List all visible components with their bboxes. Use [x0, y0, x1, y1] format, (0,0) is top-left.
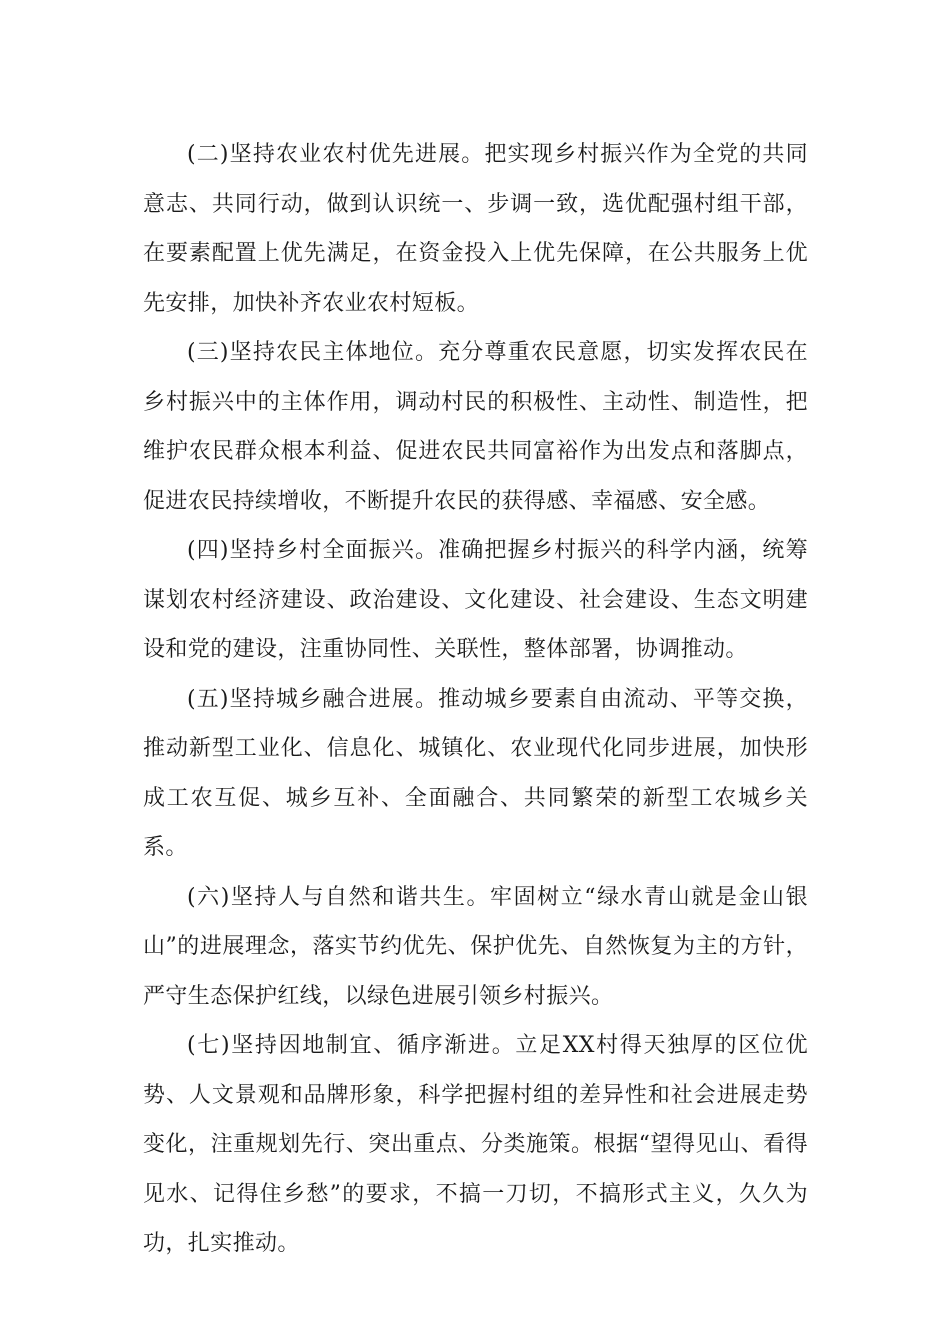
document-body	[143, 130, 808, 1269]
paragraph-principle-3: (三)坚持农民主体地位。充分尊重农民意愿，切实发挥农民在乡村振兴中的主体作用，调动村民的积极性、主动性、制造性，把维护农民群众根本利益、促进农民共同富裕作为出发点和落脚点，促进农民持续增收，不断提升农民的获得感、幸福感、安全感。	[143, 340, 808, 514]
paragraph-principle-5: (五)坚持城乡融合进展。推动城乡要素自由流动、平等交换，推动新型工业化、信息化、城镇化、农业现代化同步进展，加快形成工农互促、城乡互补、全面融合、共同繁荣的新型工农城乡关系。	[143, 686, 808, 860]
paragraph-principle-7: (七)坚持因地制宜、循序渐进。立足XX村得天独厚的区位优势、人文景观和品牌形象，科学把握村组的差异性和社会进展走势变化，注重规划先行、突出重点、分类施策。根据“望得见山、看得见水、记得住乡愁”的要求，不搞一刀切，不搞形式主义，久久为功，扎实推动。	[143, 1033, 808, 1256]
paragraph-principle-4: (四)坚持乡村全面振兴。准确把握乡村振兴的科学内涵，统筹谋划农村经济建设、政治建设、文化建设、社会建设、生态文明建设和党的建设，注重协同性、关联性，整体部署，协调推动。	[143, 538, 808, 662]
paragraph-principle-6: (六)坚持人与自然和谐共生。牢固树立“绿水青山就是金山银山”的进展理念，落实节约优先、保护优先、自然恢复为主的方针，严守生态保护红线，以绿色进展引领乡村振兴。	[143, 884, 808, 1009]
paragraph-principle-2: (二)坚持农业农村优先进展。把实现乡村振兴作为全党的共同意志、共同行动，做到认识统一、步调一致，选优配强村组干部，在要素配置上优先满足，在资金投入上优先保障，在公共服务上优先安排，加快补齐农业农村短板。	[143, 142, 808, 316]
